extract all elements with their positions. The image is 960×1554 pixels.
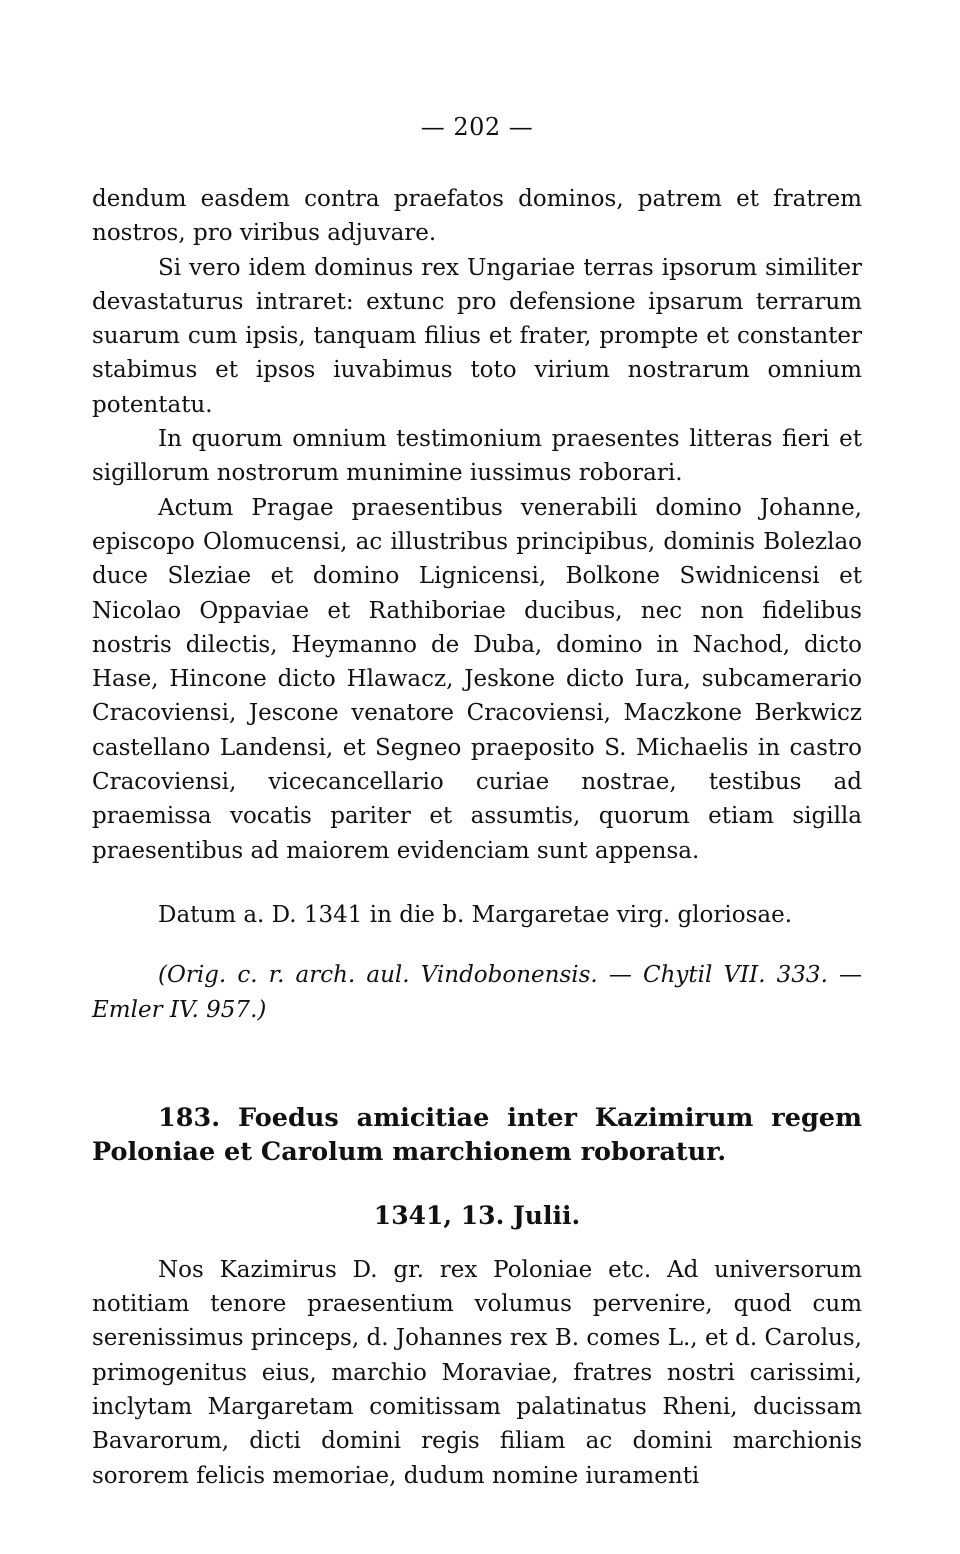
- document-text: Nos Kazimirus D. gr. rex Poloniae etc. Ad universorum notitiam tenore praesentium volumus pervenire, quod cum serenissimus princeps, d. Johannes rex B. comes L., et d. Carolus, primogenitus eius, marchio Moraviae, fratres nostri carissimi, inclytam Margaretam comitissam palatinatus Rheni, ducissam Bavarorum, dicti domini regis filiam ac domini marchionis sororem felicis memoriae, dudum nomine iuramenti: [92, 1256, 862, 1489]
- paragraph-datum: Datum a. D. 1341 in die b. Margaretae virg. gloriosae.: [158, 901, 793, 928]
- document-heading: 183. Foedus amicitiae inter Kazimirum regem Poloniae et Carolum marchionem roboratur.: [92, 1102, 862, 1167]
- document-page: [92, 112, 862, 1493]
- paragraph-si-vero: Si vero idem dominus rex Ungariae terras ipsorum similiter devastaturus intraret: extunc pro defensione ipsarum terrarum suarum cum ipsis, tanquam filius et frater, prompte et constanter stabimus et ipsos iuvabimus toto virium nostrarum omnium potentatu.: [92, 254, 862, 418]
- paragraph-continuation: dendum easdem contra praefatos dominos, patrem et fratrem nostros, pro viribus adjuvare.: [92, 186, 862, 247]
- source-citation: (Orig. c. r. arch. aul. Vindobonensis. — Chytil VII. 333. — Emler IV. 957.): [92, 962, 862, 1023]
- document-date: 1341, 13. Julii.: [373, 1200, 581, 1230]
- page-number: — 202 —: [420, 113, 534, 141]
- paragraph-actum: Actum Pragae praesentibus venerabili domino Johanne, episcopo Olomucensi, ac illustribus principibus, dominis Bolezlao duce Sleziae et domino Lignicensi, Bolkone Swidnicensi et Nicolao Oppaviae et Rathiboriae ducibus, nec non fidelibus nostris dilectis, Heymanno de Duba, domino in Nachod, dicto Hase, Hincone dicto Hlawacz, Jeskone dicto Iura, subcamerario Cracoviensi, Jescone venatore Cracoviensi, Maczkone Berkwicz castellano Landensi, et Segneo praeposito S. Michaelis in castro Cracoviensi, vicecancellario curiae nostrae, testibus ad praemissa vocatis pariter et assumtis, quorum etiam sigilla praesentibus ad maiorem evidenciam sunt appensa.: [92, 494, 862, 864]
- paragraph-in-quorum: In quorum omnium testimonium praesentes litteras fieri et sigillorum nostrorum munimine iussimus roborari.: [92, 426, 862, 487]
